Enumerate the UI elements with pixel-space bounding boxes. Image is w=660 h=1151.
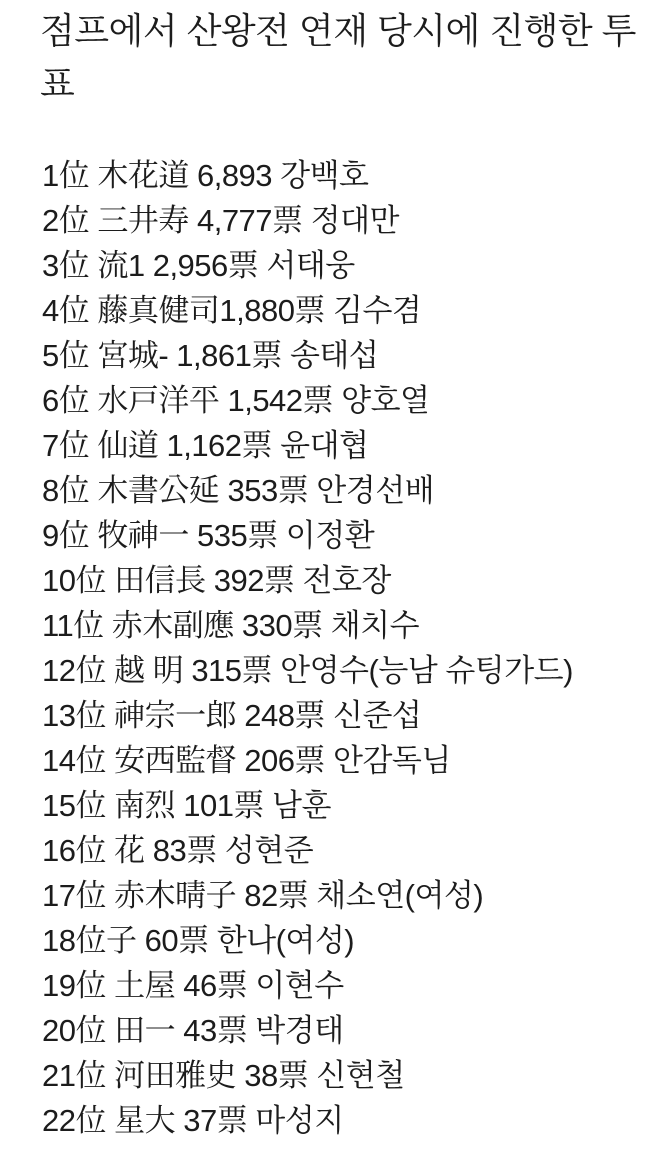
ranking-entry-14: 14位 安西監督 206票 안감독님 <box>42 743 451 778</box>
ranking-entry-19: 19位 土屋 46票 이현수 <box>42 968 344 1003</box>
ranking-entry-22: 22位 星大 37票 마성지 <box>42 1103 344 1138</box>
ranking-entry-20: 20位 田一 43票 박경태 <box>42 1013 344 1048</box>
ranking-entry-4: 4位 藤真健司1,880票 김수겸 <box>42 293 422 328</box>
page-title-line-1: 점프에서 산왕전 연재 당시에 진행한 투 <box>40 10 636 51</box>
ranking-entry-11: 11位 赤木副應 330票 채치수 <box>42 608 420 643</box>
page-title-line-2: 표 <box>40 63 75 104</box>
ranking-entry-18: 18位子 60票 한나(여성) <box>42 923 355 958</box>
ranking-entry-13: 13位 神宗一郎 248票 신준섭 <box>42 698 422 733</box>
ranking-entry-3: 3位 流1 2,956票 서태웅 <box>42 248 355 283</box>
ranking-entry-6: 6位 水戸洋平 1,542票 양호열 <box>42 383 430 418</box>
ranking-list <box>40 153 652 1143</box>
ranking-entry-10: 10位 田信長 392票 전호장 <box>42 563 391 598</box>
ranking-entry-16: 16位 花 83票 성현준 <box>42 833 314 868</box>
ranking-entry-2: 2位 三井寿 4,777票 정대만 <box>42 203 399 238</box>
ranking-entry-9: 9位 牧神一 535票 이정환 <box>42 518 375 553</box>
ranking-entry-15: 15位 南烈 101票 남훈 <box>42 788 331 823</box>
ranking-entry-5: 5位 宮城- 1,861票 송태섭 <box>42 338 379 373</box>
ranking-entry-21: 21位 河田雅史 38票 신현철 <box>42 1058 405 1093</box>
ranking-entry-8: 8位 木書公延 353票 안경선배 <box>42 473 435 508</box>
ranking-entry-17: 17位 赤木晴子 82票 채소연(여성) <box>42 878 484 913</box>
ranking-entry-12: 12位 越 明 315票 안영수(능남 슈팅가드) <box>42 653 573 688</box>
page-title <box>40 4 652 110</box>
ranking-entry-7: 7位 仙道 1,162票 윤대협 <box>42 428 369 463</box>
ranking-entry-1: 1位 木花道 6,893 강백호 <box>42 158 369 193</box>
